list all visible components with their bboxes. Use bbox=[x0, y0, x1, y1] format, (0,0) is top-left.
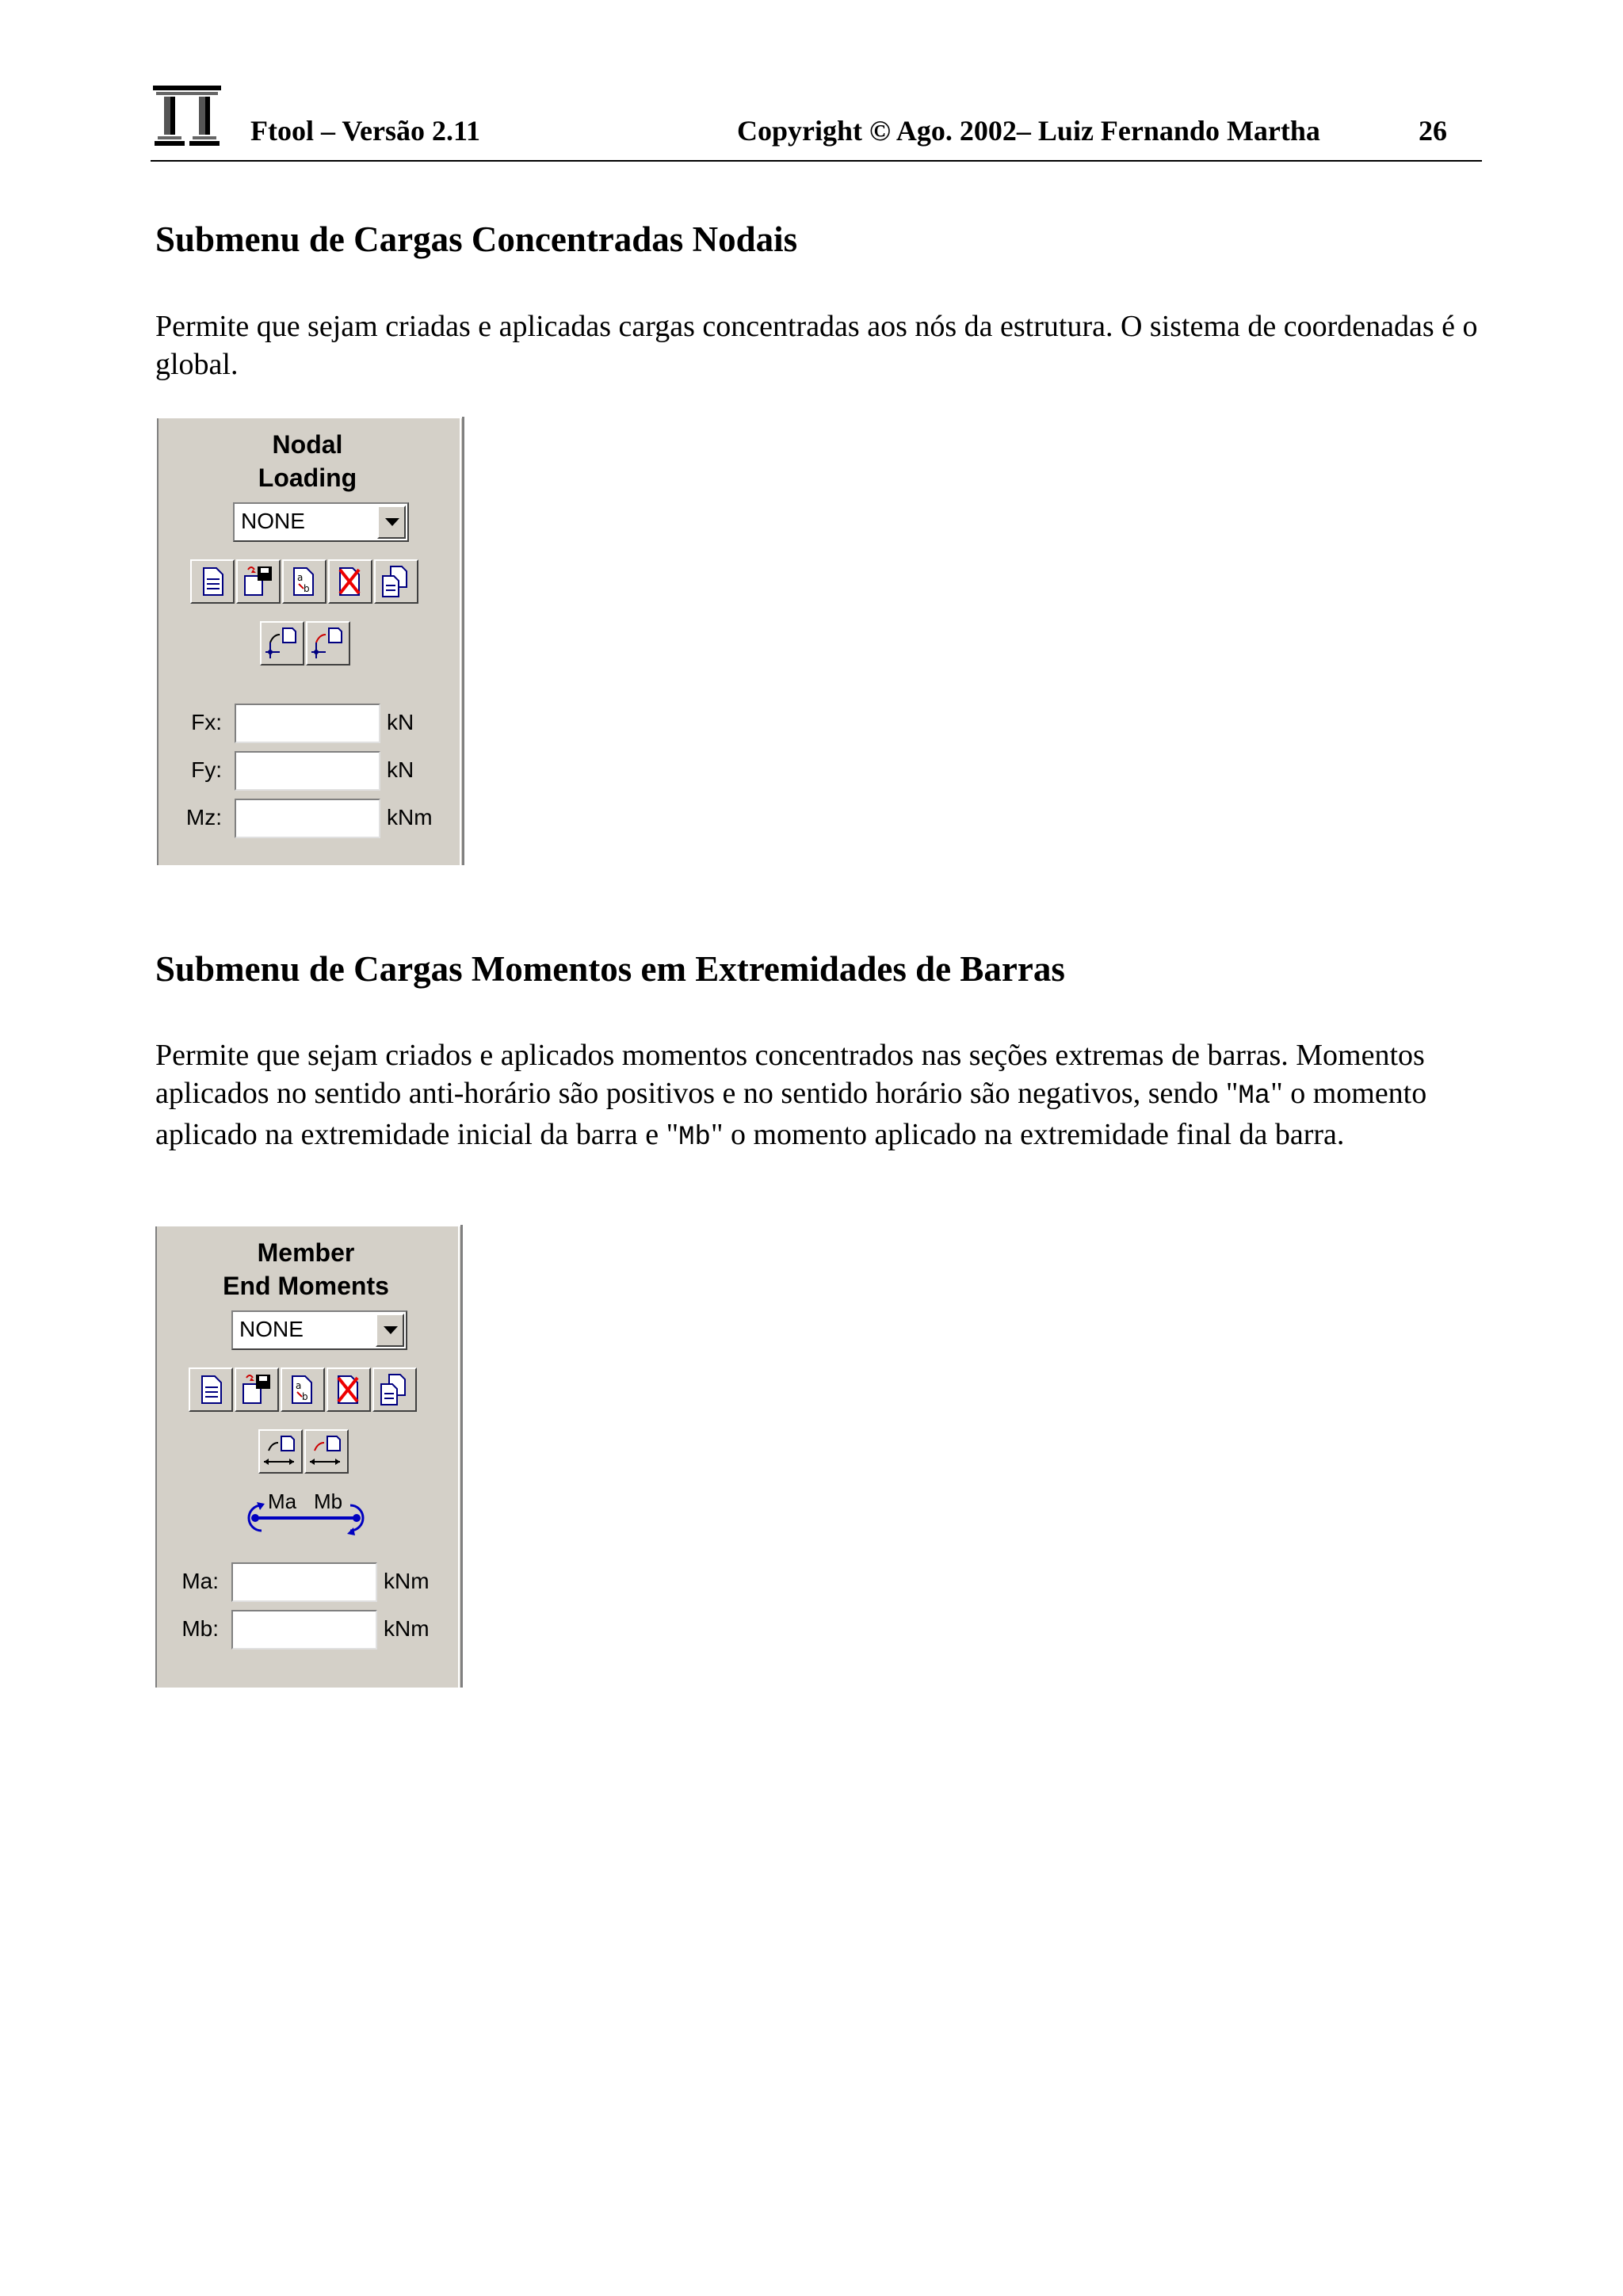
new-doc-icon bbox=[194, 563, 231, 600]
remove-icon bbox=[310, 625, 346, 662]
mz-unit: kNm bbox=[387, 805, 433, 830]
copy-icon bbox=[376, 1371, 413, 1408]
rename-moment-button[interactable] bbox=[281, 1367, 325, 1412]
ma-unit: kNm bbox=[384, 1569, 430, 1593]
remove-moment-button[interactable] bbox=[304, 1429, 349, 1474]
section1-paragraph: Permite que sejam criadas e aplicadas cargas concentradas aos nós da estrutura. O sistema de coordenadas é o global. bbox=[155, 310, 1478, 381]
section2-paragraph: Permite que sejam criados e aplicados momentos concentrados nas seções extremas de barras. Momentos aplicados no sentido anti-horário são positivos e no sentido horário são negativos, sendo "Ma" o momento aplicado na extremidade inicial da barra e "Mb" o momento aplicado na extremidade final da barra. bbox=[155, 1039, 1427, 1153]
header-rule bbox=[151, 160, 1482, 162]
fx-unit: kN bbox=[387, 710, 414, 734]
rename-icon bbox=[285, 1371, 321, 1408]
member-end-moments-panel bbox=[155, 1225, 466, 1688]
fy-input[interactable] bbox=[235, 751, 380, 791]
delete-moment-button[interactable] bbox=[327, 1367, 371, 1412]
rename-icon bbox=[286, 563, 323, 600]
apply-icon bbox=[262, 1433, 299, 1470]
fx-input[interactable] bbox=[235, 704, 380, 743]
apply-icon bbox=[264, 625, 300, 662]
svg-text:b: b bbox=[304, 583, 310, 594]
moment-case-dropdown[interactable] bbox=[231, 1310, 407, 1350]
delete-icon bbox=[330, 1371, 367, 1408]
fy-label: Fy: bbox=[191, 757, 222, 782]
mz-input[interactable] bbox=[235, 799, 380, 838]
remove-icon bbox=[308, 1433, 345, 1470]
dropdown-value: NONE bbox=[241, 509, 305, 533]
panel-title-line1: Member bbox=[257, 1238, 355, 1267]
copy-icon bbox=[378, 563, 414, 600]
svg-text:a: a bbox=[297, 572, 304, 583]
mz-label: Mz: bbox=[185, 805, 222, 830]
save-icon bbox=[239, 1371, 275, 1408]
panel-title-line2: End Moments bbox=[223, 1272, 389, 1300]
column-logo-icon bbox=[153, 84, 221, 147]
copy-moment-button[interactable] bbox=[372, 1367, 417, 1412]
ma-input[interactable] bbox=[231, 1562, 377, 1602]
section1-heading: Submenu de Cargas Concentradas Nodais bbox=[155, 219, 798, 259]
mb-input[interactable] bbox=[231, 1610, 377, 1650]
diagram-label-mb: Mb bbox=[314, 1489, 343, 1513]
panel-title bbox=[157, 428, 458, 494]
copy-load-button[interactable] bbox=[374, 559, 418, 604]
member-moment-diagram-icon bbox=[242, 1489, 369, 1542]
delete-load-button[interactable] bbox=[328, 559, 372, 604]
rename-load-button[interactable] bbox=[282, 559, 327, 604]
save-moment-button[interactable] bbox=[235, 1367, 279, 1412]
page-number: 26 bbox=[1419, 115, 1447, 147]
delete-icon bbox=[332, 563, 369, 600]
save-icon bbox=[240, 563, 277, 600]
new-load-button[interactable] bbox=[190, 559, 235, 604]
dropdown-arrow-icon[interactable] bbox=[377, 505, 406, 539]
diagram-label-ma: Ma bbox=[268, 1489, 297, 1513]
mb-unit: kNm bbox=[384, 1616, 430, 1641]
dropdown-value: NONE bbox=[239, 1317, 304, 1341]
header-copyright: Copyright © Ago. 2002– Luiz Fernando Martha bbox=[737, 115, 1320, 147]
new-moment-button[interactable] bbox=[189, 1367, 233, 1412]
panel-title bbox=[155, 1236, 456, 1302]
new-doc-icon bbox=[193, 1371, 229, 1408]
code-ma: Ma bbox=[1238, 1081, 1271, 1112]
svg-text:a: a bbox=[296, 1380, 302, 1391]
panel-title-line1: Nodal bbox=[272, 430, 343, 459]
dropdown-arrow-icon[interactable] bbox=[376, 1314, 404, 1347]
fy-unit: kN bbox=[387, 757, 414, 782]
svg-text:b: b bbox=[302, 1391, 308, 1402]
remove-load-button[interactable] bbox=[306, 621, 350, 666]
code-mb: Mb bbox=[678, 1123, 711, 1153]
save-load-button[interactable] bbox=[236, 559, 281, 604]
ma-label: Ma: bbox=[181, 1569, 219, 1593]
panel-title-line2: Loading bbox=[258, 463, 357, 492]
loading-case-dropdown[interactable] bbox=[233, 502, 409, 542]
header-title: Ftool – Versão 2.11 bbox=[250, 115, 481, 147]
mb-label: Mb: bbox=[181, 1616, 219, 1641]
section2-heading: Submenu de Cargas Momentos em Extremidades de Barras bbox=[155, 949, 1065, 989]
apply-moment-button[interactable] bbox=[258, 1429, 303, 1474]
page-header bbox=[151, 79, 1482, 166]
fx-label: Fx: bbox=[191, 710, 222, 734]
apply-load-button[interactable] bbox=[260, 621, 304, 666]
nodal-loading-panel bbox=[157, 417, 468, 865]
